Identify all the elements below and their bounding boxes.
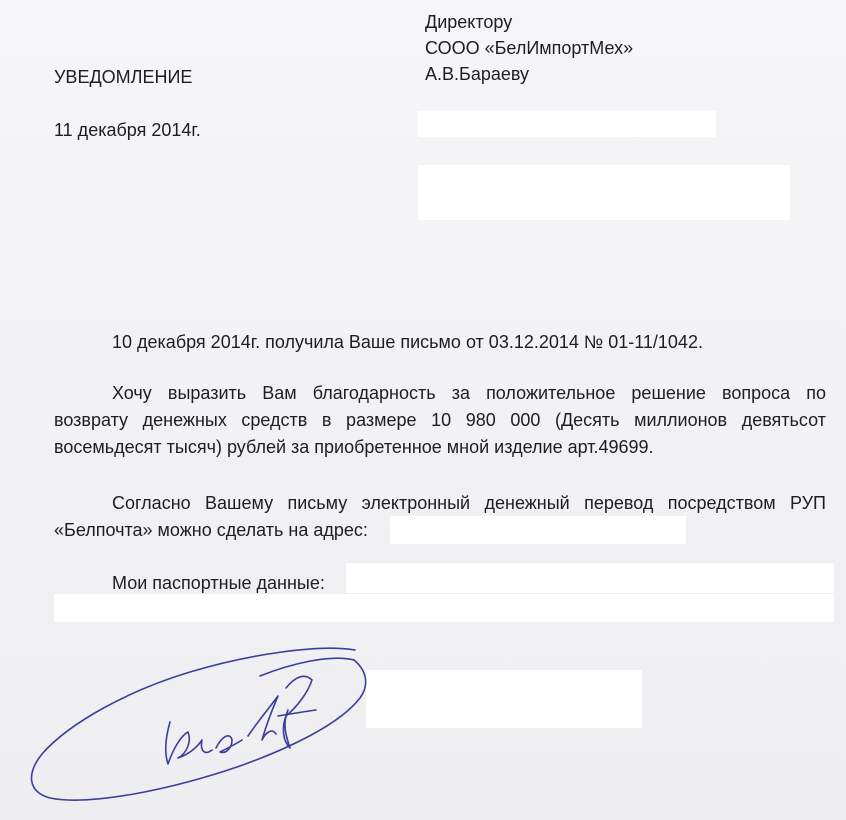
gratitude-line-3: восемьдесят тысяч) рублей за приобретенное мной изделие арт.49699. — [54, 437, 654, 457]
paragraph-gratitude — [54, 380, 826, 461]
recipient-company: СООО «БелИмпортМех» — [425, 38, 634, 58]
paragraph-letter-received: 10 декабря 2014г. получила Ваше письмо от 03.12.2014 № 01-11/1042. — [112, 332, 703, 352]
passport-label: Мои паспортные данные: — [112, 573, 325, 593]
redacted-passport-line-1 — [346, 563, 834, 593]
redacted-passport-line-2 — [54, 594, 834, 622]
gratitude-line-2: возврату денежных средств в размере 10 980 000 (Десять миллионов девятьсот — [54, 410, 826, 430]
document-title: УВЕДОМЛЕНИЕ — [54, 67, 193, 87]
document-date: 11 декабря 2014г. — [54, 120, 201, 140]
redacted-transfer-address — [390, 516, 686, 544]
handwritten-signature — [20, 640, 380, 810]
recipient-block — [425, 9, 633, 87]
transfer-line-1: Согласно Вашему письму электронный денежный перевод посредством РУП — [112, 493, 826, 513]
gratitude-line-1: Хочу выразить Вам благодарность за положительное решение вопроса по — [112, 383, 826, 403]
transfer-line-2: «Белпочта» можно сделать на адрес: — [54, 520, 368, 540]
redacted-sender-address — [418, 165, 790, 220]
recipient-name: А.В.Бараеву — [425, 64, 530, 84]
redacted-sender-name — [418, 111, 716, 137]
redacted-signer-name — [366, 670, 642, 728]
recipient-position: Директору — [425, 12, 513, 32]
